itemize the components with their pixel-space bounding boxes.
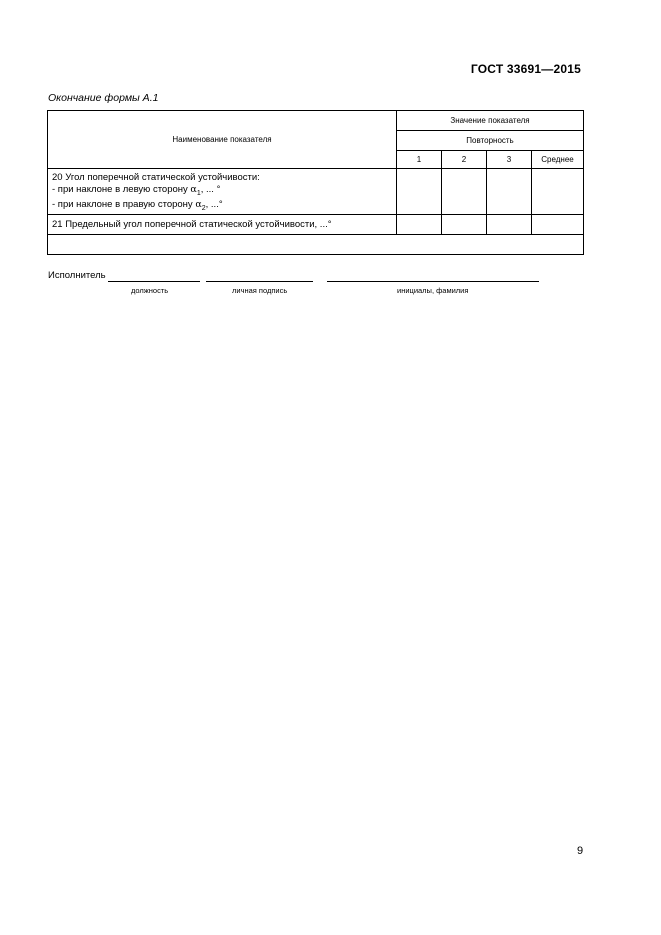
header-repeat-2: 2 [442, 151, 487, 169]
row-20-average[interactable] [532, 169, 584, 215]
header-indicator-value: Значение показателя [397, 111, 584, 131]
row-21-label: 21 Предельный угол поперечной статической устойчивости, ...° [48, 215, 397, 235]
table-row [48, 235, 584, 255]
row-20-title: 20 Угол поперечной статической устойчивости: [52, 172, 260, 183]
row-20-repeat-3[interactable] [487, 169, 532, 215]
table-row [48, 169, 584, 215]
name-line[interactable] [327, 281, 539, 282]
form-caption: Окончание формы А.1 [48, 92, 159, 104]
row-21-repeat-1[interactable] [397, 215, 442, 235]
header-repeat-1: 1 [397, 151, 442, 169]
header-average: Среднее [532, 151, 584, 169]
name-caption: инициалы, фамилия [397, 286, 469, 295]
row-20-label [48, 169, 397, 215]
row-21-repeat-3[interactable] [487, 215, 532, 235]
page-number: 9 [577, 845, 584, 857]
position-caption: должность [131, 286, 169, 295]
signature-line[interactable] [206, 281, 313, 282]
table-row [48, 215, 584, 235]
row-21-average[interactable] [532, 215, 584, 235]
empty-row[interactable] [48, 235, 584, 255]
header-repeatability: Повторность [397, 131, 584, 151]
position-line[interactable] [108, 281, 200, 282]
document-code: ГОСТ 33691—2015 [470, 62, 581, 76]
header-indicator-name: Наименование показателя [48, 111, 397, 169]
row-20-repeat-1[interactable] [397, 169, 442, 215]
row-20-left-tilt: - при наклоне в левую сторону $\alpha_1$, ... ° [52, 183, 221, 197]
row-21-repeat-2[interactable] [442, 215, 487, 235]
row-20-right-tilt: - при наклоне в правую сторону $\alpha_2$, ...° [52, 198, 223, 212]
header-repeat-3: 3 [487, 151, 532, 169]
signature-caption: личная подпись [232, 286, 288, 295]
row-20-repeat-2[interactable] [442, 169, 487, 215]
executor-label: Исполнитель [48, 270, 106, 281]
indicator-table [47, 110, 584, 255]
